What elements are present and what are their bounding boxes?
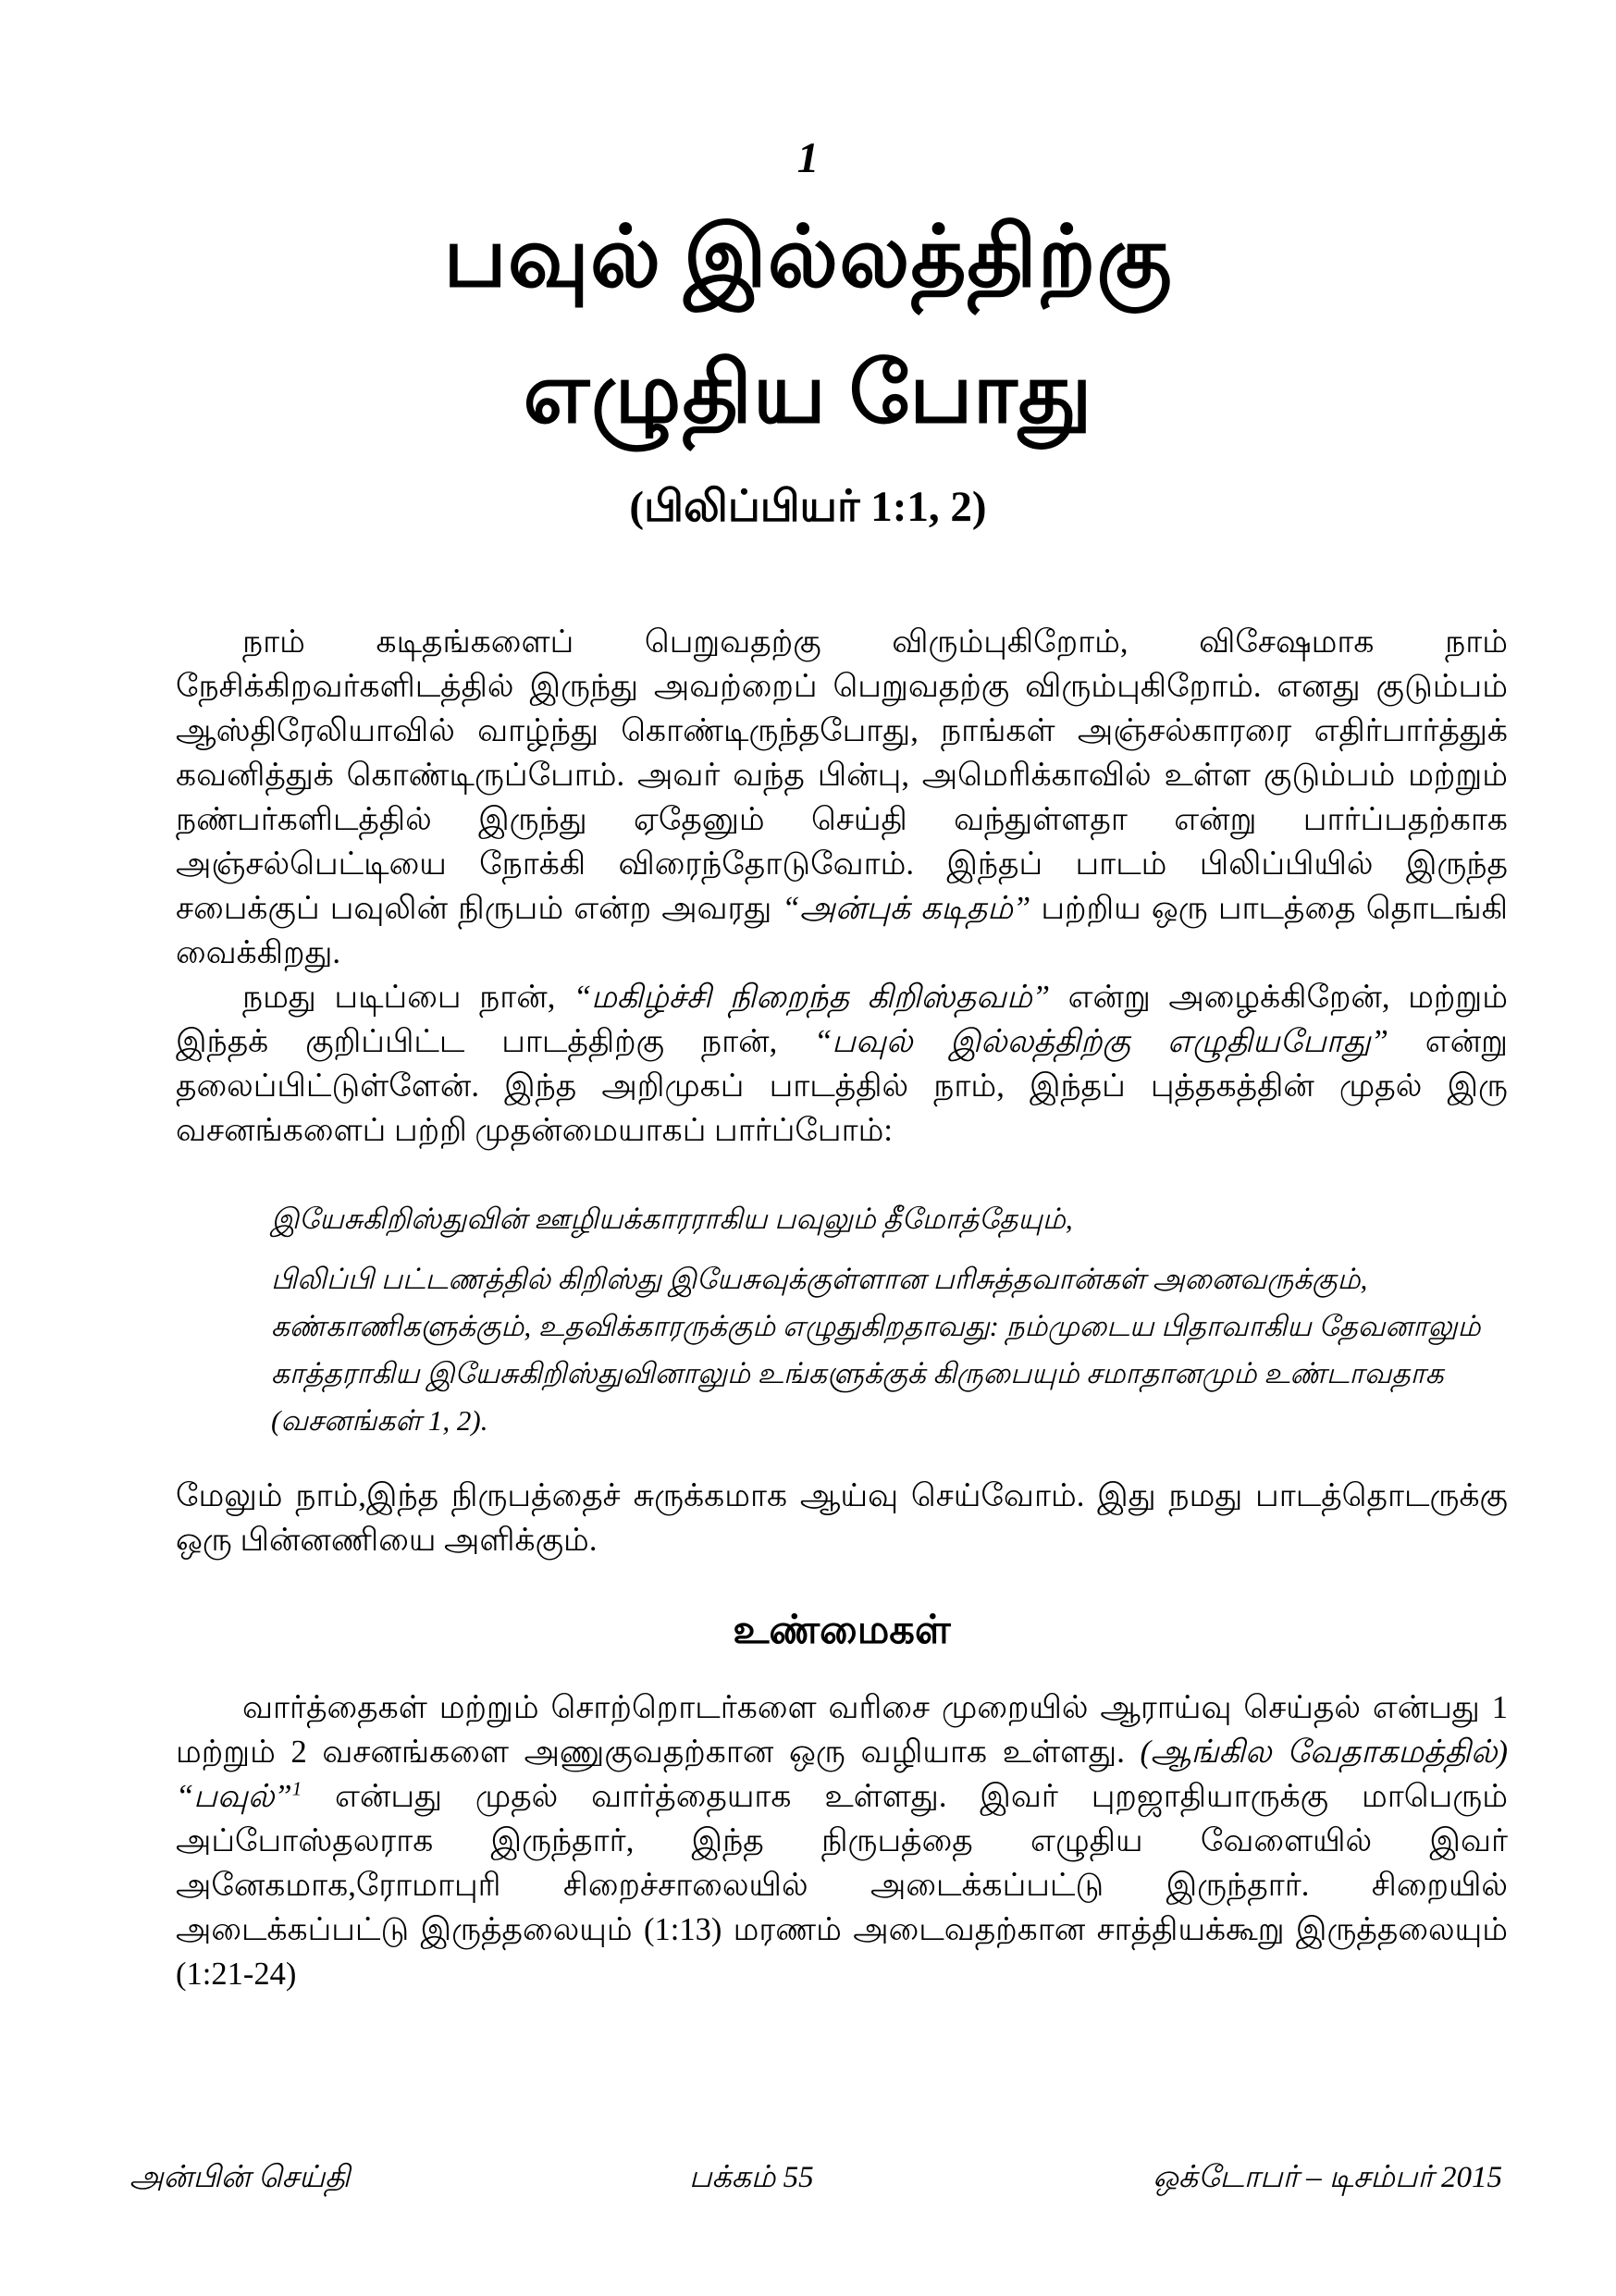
- intro-paragraph-1: [176, 620, 1508, 975]
- intro-paragraph-2: [176, 975, 1508, 1153]
- summary-paragraph: மேலும் நாம்,இந்த நிருபத்தைச் சுருக்கமாக ஆய்வு செய்வோம். இது நமது பாடத்தொடருக்கு ஒரு பின்னணியை அளிக்கும்.: [176, 1478, 1508, 1558]
- scripture-quote-paragraph-2: பிலிப்பி பட்டணத்தில் கிறிஸ்து இயேசுவுக்குள்ளான பரிசுத்தவான்கள் அனைவருக்கும், கண்காணிகளுக்கும், உதவிக்காரருக்கும் எழுதுகிறதாவது: நம்முடைய பிதாவாகிய தேவனாலும் காத்தராகிய இயேசுகிறிஸ்துவினாலும் உங்களுக்குக் கிருபையும் சமாதானமும் உண்டாவதாக (வசனங்கள் 1, 2).: [271, 1263, 1481, 1437]
- quoted-phrase-joyful-christianity: “மகிழ்ச்சி நிறைந்த கிறிஸ்தவம்”: [573, 980, 1051, 1015]
- scripture-quote-paragraph-1: இயேசுகிறிஸ்துவின் ஊழியக்காரராகிய பவுலும் தீமோத்தேயும்,: [271, 1203, 1073, 1235]
- facts-paragraph-text: வார்த்தைகள் மற்றும் சொற்றொடர்களை வரிசை முறையில் ஆராய்வு செய்தல் என்பது 1 மற்றும் 2 வசனங்களை அணுகுவதற்கான ஒரு வழியாக உள்ளது.: [176, 1690, 1508, 1771]
- intro-paragraph-1-text-end: பற்றிய ஒரு பாடத்தை தொடங்கி வைக்கிறது.: [176, 891, 1509, 970]
- issue-date: ஒக்டோபர் – டிசம்பர் 2015: [1153, 2161, 1502, 2194]
- intro-paragraph-2-text-end: என்று தலைப்பிட்டுள்ளேன். இந்த அறிமுகப் பாடத்தில் நாம், இந்தப் புத்தகத்தின் முதல் இரு வசனங்களைப் பற்றி முதன்மையாகப் பார்ப்போம்:: [176, 1024, 1509, 1148]
- intro-paragraph-1-text: நாம் கடிதங்களைப் பெறுவதற்கு விரும்புகிறோம், விசேஷமாக நாம் நேசிக்கிறவர்களிடத்தில் இருந்து அவற்றைப் பெறுவதற்கு விரும்புகிறோம். எனது குடும்பம் ஆஸ்திரேலியாவில் வாழ்ந்து கொண்டிருந்தபோது, நாங்கள் அஞ்சல்காரரை எதிர்பார்த்துக் கவனித்துக் கொண்டிருப்போம். அவர் வந்த பின்பு, அமெரிக்காவில் உள்ள குடும்பம் மற்றும் நண்பர்களிடத்தில் இருந்து ஏதேனும் செய்தி வந்துள்ளதா என்று பார்ப்பதற்காக அஞ்சல்பெட்டியை நோக்கி விரைந்தோடுவோம். இந்தப் பாடம் பிலிப்பியில் இருந்த சபைக்குப் பவுலின் நிருபம் என்ற அவரது: [176, 624, 1508, 926]
- publication-name: அன்பின் செய்தி: [130, 2161, 351, 2194]
- footnote-marker: 1: [291, 1777, 302, 1800]
- lesson-title: [0, 190, 1616, 462]
- page-number: 1: [796, 134, 820, 182]
- quoted-phrase-lesson-title: “பவுல் இல்லத்திற்கு எழுதியபோது”: [814, 1024, 1388, 1059]
- scripture-quote-block: [271, 1195, 1508, 1444]
- page-label: பக்கம் 55: [689, 2161, 814, 2194]
- intro-paragraph-2-text-mid: என்று அழைக்கிறேன், மற்றும் இந்தக் குறிப்பிட்ட பாடத்திற்கு நான்,: [176, 980, 1508, 1059]
- quoted-phrase-paul: (ஆங்கில வேதாகமத்தில்) “பவுல்”: [176, 1734, 1509, 1815]
- lesson-title-line1: பவுல் இல்லத்திற்கு: [443, 210, 1173, 304]
- scripture-reference: (பிலிப்பியர் 1:1, 2): [629, 483, 987, 531]
- body-content: [176, 620, 1508, 1996]
- quoted-phrase-love-letter: “அன்புக் கடிதம்”: [782, 891, 1031, 926]
- facts-paragraph: [176, 1685, 1508, 1996]
- intro-paragraph-2-text: நமது படிப்பை நான்,: [242, 980, 574, 1015]
- lesson-title-line2: எழுதிய போது: [523, 346, 1093, 440]
- page-footer: [130, 2160, 1502, 2197]
- facts-section-heading: உண்மைகள்: [733, 1609, 951, 1652]
- facts-paragraph-text-end: என்பது முதல் வார்த்தையாக உள்ளது. இவர் புறஜாதியாருக்கு மாபெரும் அப்போஸ்தலராக இருந்தார், இந்த நிருபத்தை எழுதிய வேளையில் இவர் அனேகமாக,ரோமாபுரி சிறைச்சாலையில் அடைக்கப்பட்டு இருந்தார். சிறையில் அடைக்கப்பட்டு இருத்தலையும் (1:13) மரணம் அடைவதற்கான சாத்தியக்கூறு இருத்தலையும் (1:21-24): [176, 1779, 1508, 1993]
